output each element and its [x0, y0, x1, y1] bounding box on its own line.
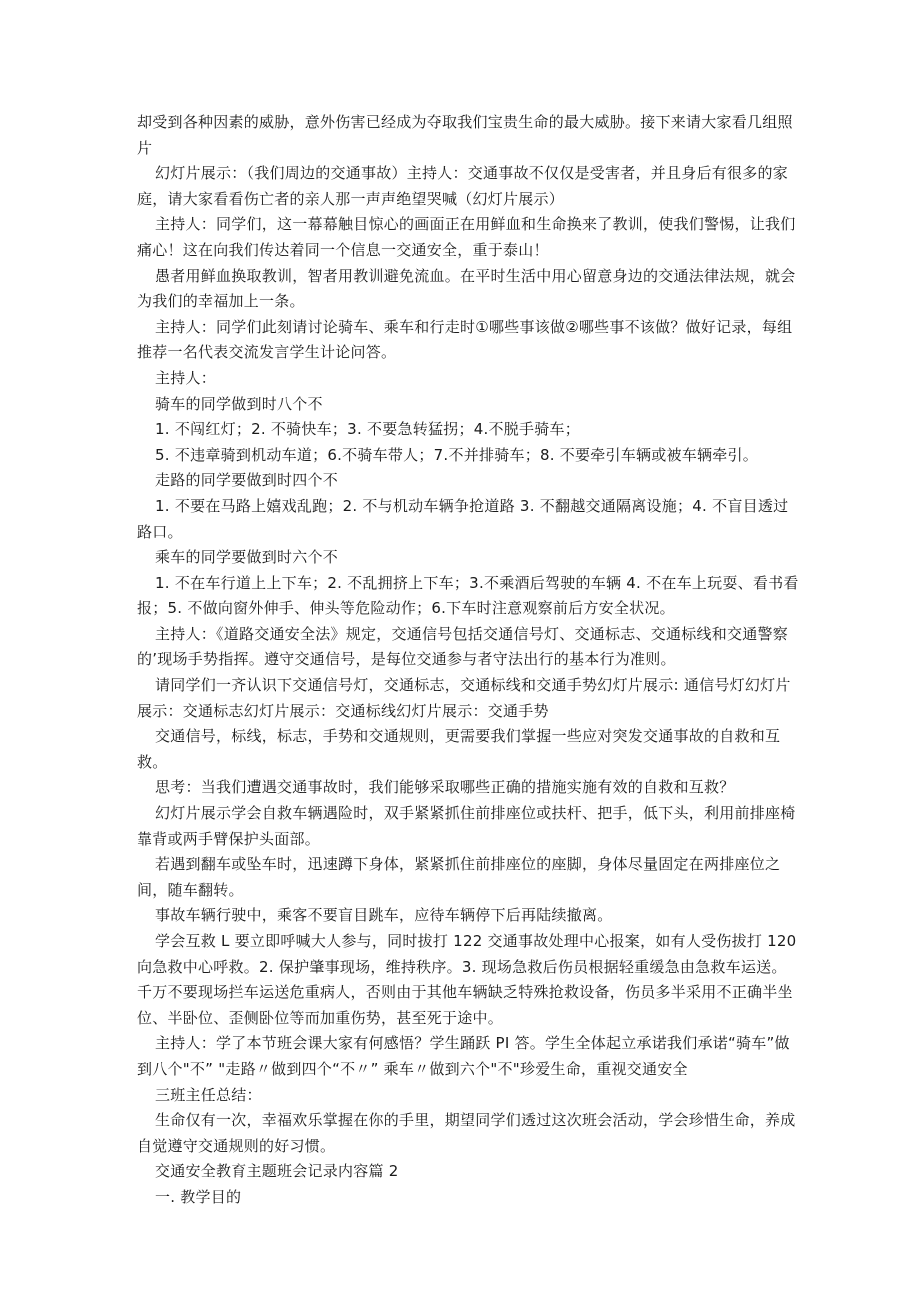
paragraph-17: 思考：当我们遭遇交通事故时，我们能够采取哪些正确的措施实施有效的自救和互救？ — [155, 778, 735, 797]
paragraph-20: 事故车辆行驶中，乘客不要盲目跳车，应待车辆停下后再陆续撤离。 — [155, 906, 613, 925]
paragraph-21: 学会互救 L 要立即呼喊大人参与，同时拔打 122 交通事故处理中心报案，如有人受伤拔打 120 向急救中心呼救。2. 保护肇事现场，维持秩序。3. 现场急救后伤员根据轻重缓急由急救车运送。千万不要现场拦车运送危重病人，否则由于其他车辆缺乏特殊抢救设备，伤员多半采用不正确半坐位、半卧位、歪侧卧位等而加重伤势，甚至死于途中。 — [137, 932, 797, 1027]
paragraph-24: 生命仅有一次，幸福欢乐掌握在你的手里，期望同学们透过这次班会活动，学会珍惜生命，养成自觉遵守交通规则的好习惯。 — [137, 1111, 796, 1155]
paragraph-5: 主持人：同学们此刻请讨论骑车、乘车和行走时①哪些事该做②哪些事不该做？做好记录，每组推荐一名代表交流发言学生计论问答。 — [137, 317, 793, 362]
paragraph-8: 1. 不闯红灯；2. 不骑快车；3. 不要急转猛拐；4.不脱手骑车； — [155, 420, 581, 439]
paragraph-7: 骑车的同学做到时八个不 — [155, 394, 323, 413]
paragraph-18: 幻灯片展示学会自救车辆遇险时，双手紧紧抓住前排座位或扶杆、把手，低下头，利用前排座椅靠背或两手臂保护头面部。 — [137, 804, 796, 848]
document-body — [137, 110, 801, 1211]
paragraph-12: 乘车的同学要做到时六个不 — [155, 548, 339, 567]
paragraph-22: 主持人：学了本节班会课大家有何感悟？学生踊跃 PI 答。学生全体起立承诺我们承诺“骑车”做到八个"不” "走路〃做到四个“不〃” 乘车〃做到六个"不"珍爱生命，重视交通安全 — [137, 1034, 790, 1078]
paragraph-16: 交通信号，标线，标志，手势和交通规则，更需要我们掌握一些应对突发交通事故的自救和互救。 — [137, 727, 781, 771]
paragraph-23: 三班主任总结： — [155, 1085, 262, 1104]
paragraph-10: 走路的同学要做到时四个不 — [155, 471, 339, 490]
paragraph-13: 1. 不在车行道上上下车；2. 不乱拥挤上下车；3.不乘酒后驾驶的车辆 4. 不在车上玩耍、看书看报；5. 不做向窗外伸手、伸头等危险动作；6.下车时注意观察前后方安全状况。 — [137, 573, 799, 618]
paragraph-2: 幻灯片展示：（我们周边的交通事故）主持人：交通事故不仅仅是受害者，并且身后有很多的家庭，请大家看看伤亡者的亲人那一声声绝望哭喊（幻灯片展示） — [137, 164, 789, 208]
paragraph-4: 愚者用鲜血换取教训，智者用教训避免流血。在平时生活中用心留意身边的交通法律法规，就会为我们的幸福加上一条。 — [137, 266, 796, 311]
paragraph-19: 若遇到翻车或坠车时，迅速蹲下身体，紧紧抓住前排座位的座脚，身体尽量固定在两排座位之间，随车翻转。 — [137, 855, 781, 899]
subsection-heading: 一. 教学目的 — [155, 1187, 242, 1206]
paragraph-14: 主持人：《道路交通安全法》规定，交通信号包括交通信号灯、交通标志、交通标线和交通警察的’现场手势指挥。遵守交通信号，是每位交通参与者守法出行的基本行为准则。 — [137, 624, 789, 669]
section-heading: 交通安全教育主题班会记录内容篇 2 — [155, 1162, 399, 1181]
paragraph-9: 5. 不违章骑到机动车道；6.不骑车带人；7.不并排骑车；8. 不要牵引车辆或被车辆牵引。 — [155, 445, 759, 464]
paragraph-6: 主持人： — [155, 368, 217, 387]
paragraph-15: 请同学们一齐认识下交通信号灯，交通标志，交通标线和交通手势幻灯片展示: 通信号灯幻灯片展示：交通标志幻灯片展示：交通标线幻灯片展示：交通手势 — [137, 676, 791, 720]
paragraph-11: 1. 不要在马路上嬉戏乱跑；2. 不与机动车辆争抢道路 3. 不翻越交通隔离设施；4. 不盲目透过路口。 — [137, 496, 789, 541]
paragraph-3: 主持人：同学们，这一幕幕触目惊心的画面正在用鲜血和生命换来了教训，使我们警惕，让我们痛心！这在向我们传达着同一个信息一交通安全，重于泰山！ — [137, 215, 796, 259]
paragraph-1: 却受到各种因素的威胁，意外伤害已经成为夺取我们宝贵生命的最大威胁。接下来请大家看几组照片 — [137, 113, 793, 157]
